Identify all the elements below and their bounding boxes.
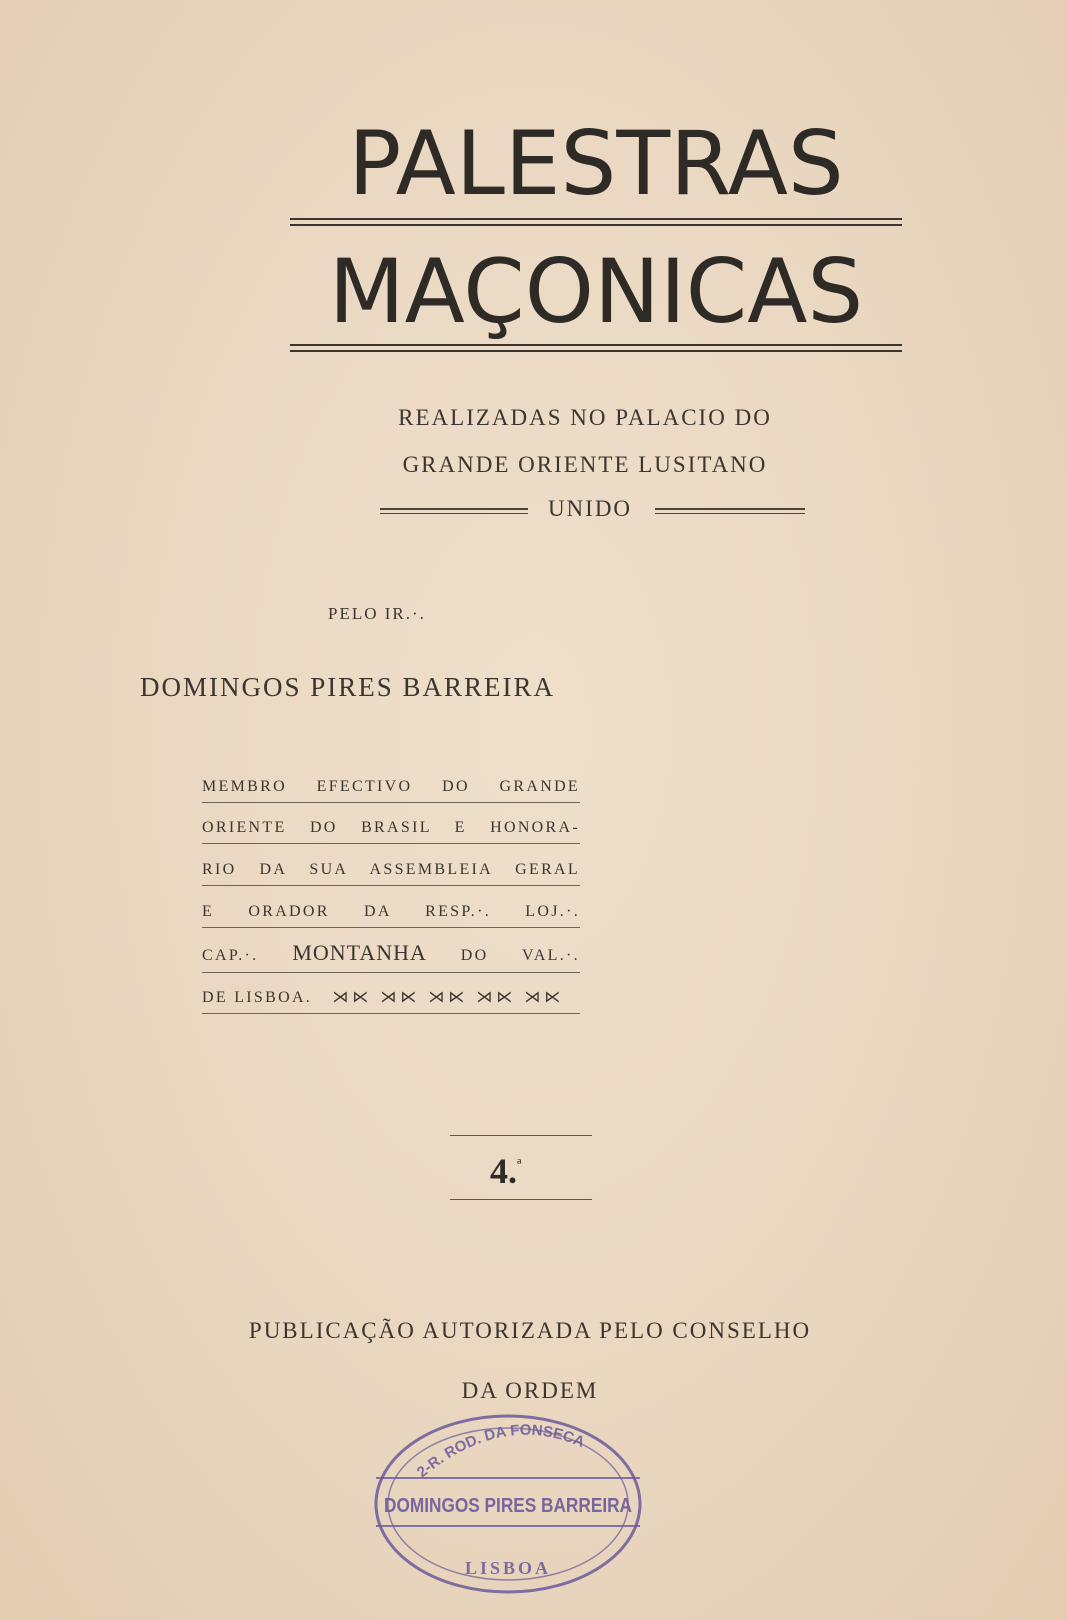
subtitle-line-1: REALIZADAS NO PALACIO DO bbox=[398, 405, 772, 430]
credentials-line-3: RIO DA SUA ASSEMBLEIA GERAL bbox=[202, 861, 580, 886]
credentials-lisboa: DE LISBOA. bbox=[202, 989, 313, 1006]
credentials-ornament: ⋊⋉ ⋊⋉ ⋊⋉ ⋊⋉ ⋊⋉ bbox=[332, 989, 565, 1006]
volume-rule-bottom bbox=[450, 1199, 592, 1200]
credentials-line-5 bbox=[202, 940, 580, 973]
title-underline-2 bbox=[290, 344, 902, 352]
credentials-val: VAL.·. bbox=[522, 947, 580, 964]
credentials-do: DO bbox=[460, 947, 489, 964]
author-name: DOMINGOS PIRES BARREIRA bbox=[140, 672, 556, 702]
subtitle-line-3: UNIDO bbox=[547, 496, 633, 521]
title-underline-1 bbox=[290, 218, 902, 226]
title-line-2: MAÇONICAS bbox=[328, 240, 864, 343]
publication-line-1: PUBLICAÇÃO AUTORIZADA PELO CONSELHO bbox=[248, 1318, 812, 1343]
volume-number bbox=[490, 1150, 521, 1192]
author-prefix: PELO IR.·. bbox=[328, 604, 426, 623]
volume-number-text: 4. bbox=[490, 1151, 517, 1191]
subtitle-ornament-right bbox=[655, 508, 805, 514]
credentials-line-1: MEMBRO EFECTIVO DO GRANDE bbox=[202, 778, 580, 803]
title-line-1: PALESTRAS bbox=[348, 112, 844, 215]
subtitle-ornament-left bbox=[380, 508, 528, 514]
volume-superscript: ª bbox=[517, 1157, 522, 1174]
owner-stamp bbox=[372, 1408, 644, 1600]
stamp-top-text: 2-R. ROD. DA FONSECA bbox=[413, 1421, 588, 1482]
credentials-line-2: ORIENTE DO BRASIL E HONORA- bbox=[202, 819, 580, 844]
credentials-line-4: E ORADOR DA RESP.·. LOJ.·. bbox=[202, 903, 580, 928]
credentials-lodge-name: MONTANHA bbox=[292, 940, 427, 965]
credentials-cap: CAP.·. bbox=[202, 947, 259, 964]
subtitle-line-2: GRANDE ORIENTE LUSITANO bbox=[402, 452, 768, 477]
volume-rule-top bbox=[450, 1135, 592, 1136]
publication-line-2: DA ORDEM bbox=[461, 1378, 599, 1403]
credentials-line-6 bbox=[202, 987, 580, 1014]
stamp-center-text: DOMINGOS PIRES BARREIRA bbox=[384, 1495, 632, 1517]
stamp-bottom-text: LISBOA bbox=[464, 1558, 552, 1578]
